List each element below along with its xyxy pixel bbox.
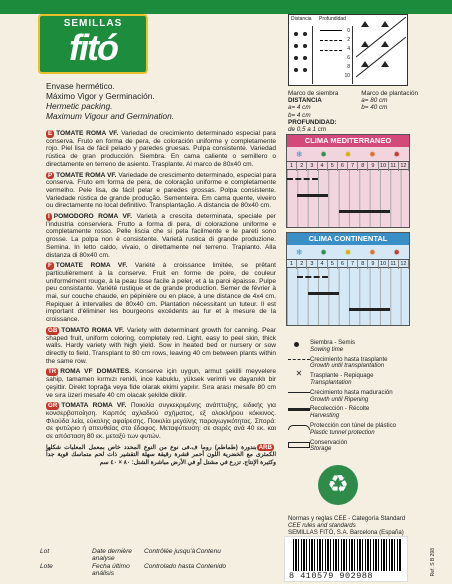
sowing-frame-title: Marco de siembra — [288, 90, 339, 97]
desc-gr: GR TOMATA ROMA VF. Ποικιλία συγκεκριμένης ανάπτυξης, ειδικής για κονσερβοποίηση. Καρπός αχλαδιού σχήματος, εξ ολοκλήρου κόκκινος. Φλούδα λεία, εύκολης αφαίρεσης. Ποικιλία μεγάλης παραγωγικότητας. Σπορά: σε φυτώριο ή απευθείας στο έδαφος. Μεταφύτευση: σε σειρές ανά 40 εκ. και σε απόσταση 80 εκ. μεταξύ των φυτών. — [46, 402, 276, 441]
calendar-bar — [297, 194, 328, 197]
diagram-col1: Distancia — [291, 16, 312, 22]
calendar-bar — [308, 292, 339, 295]
legend-item: Protección con túnel de plástico Plastic tunnel protection — [288, 423, 428, 437]
sun-icon: ✹ — [344, 149, 352, 159]
climate-calendar — [287, 268, 409, 325]
distance-label: DISTANCIA — [288, 97, 322, 105]
distance-b: b= 4 cm — [288, 111, 311, 119]
brand-top: SEMILLAS — [63, 18, 123, 29]
lot-row-es: Lote Fecha último análisis Controlado hasta Contenido — [40, 563, 227, 577]
planting-a: a= 80 cm — [361, 97, 388, 105]
legend-item: Recolección - Récolte Harvesting — [288, 406, 428, 420]
reference: Ref. S B 298 — [430, 548, 436, 577]
calendar-bar — [287, 178, 318, 180]
sun-icon: ✹ — [320, 149, 327, 159]
planting-frame-title: Marco de plantación — [361, 90, 418, 97]
depth-scale: 0 2 4 6 8 10 — [317, 26, 353, 84]
sowing-diagram — [288, 14, 408, 86]
sun-icon: ✹ — [320, 247, 327, 257]
sun-icon: ✹ — [393, 149, 401, 159]
sun-icon: ✹ — [344, 247, 352, 257]
calendar-bar — [349, 308, 390, 311]
packing-info — [46, 81, 276, 121]
sowing-dots — [291, 26, 313, 84]
desc-pt: P TOMATE ROMA VF. Variedade de crescimento determinado, especial para conserva. Fruto em forma de pera, de coloração uniforme e completamente vermelho. Pele lisa, de fácil pelar e paredes grossas. Polpa consistente. Variedade rústica de grande produção. Sementeira. Em cama quente, viveiro ou directamente no local definitivo. Transplantação. A distancia de 80x40 cm. — [46, 171, 276, 210]
barcode — [284, 536, 408, 582]
packing-es-1: Envase hermético. — [46, 81, 115, 91]
depth-value: de 0,5 a 1 cm — [288, 126, 327, 134]
snow-icon: ❄ — [295, 149, 303, 159]
calendar-bar — [339, 210, 391, 213]
desc-gb: GB TOMATO ROMA VF. Variety with determinant growth for canning. Pear shaped fruit, uniform coloring, completely red. Light, easy to peel skin, thick walls. Hardy variety with high yield. Sow in heated bed or nursery or sow directly to field. Transplant to 80 cm rows, leaving 40 cm between plants within the same row. — [46, 326, 276, 365]
lot-table — [40, 548, 250, 578]
legend-item: Crecimiento hasta trasplante Growth until transplantation — [288, 357, 428, 371]
packing-es-2: Máximo Vigor y Germinación. — [46, 91, 155, 101]
planting-b: b= 40 cm — [361, 104, 388, 112]
top-band — [0, 0, 452, 14]
legend-item: Siembra - Semis Sowing time — [288, 340, 428, 354]
desc-ar: ARBبندورة (طماطم) روما ف.فى نوع من النوع المحدد خاص بمعمل المعلبات شكلها الكمثرى مع الخضرية اللون أحمر قشرة رقيقة سهلة التقشير ذات لحم متماسك قوية جداً وكثيرة الإنتاج. تزرع في مشتل أو في الأرض مباشرة الشتل: ٨٠ × ٤٠ سم — [46, 443, 276, 467]
diagram-col2: Profundidad — [319, 16, 346, 22]
barcode-number: 8 410579 902988 — [289, 571, 374, 581]
months-row: 1 2 3 4 5 6 7 8 9 10 11 12 — [287, 259, 409, 268]
months-row: 1 2 3 4 5 6 7 8 9 10 11 12 — [287, 161, 409, 170]
climate-mediterranean — [286, 134, 410, 228]
snow-icon: ❄ — [295, 247, 303, 257]
legend-item: ✕ Trasplante - Repiquage Transplantation — [295, 369, 374, 386]
sun-icon: ✹ — [369, 247, 376, 257]
sun-icon: ✹ — [369, 149, 376, 159]
sowing-info — [288, 90, 418, 133]
plant-spacing-icon — [356, 17, 406, 84]
climate-calendar — [287, 170, 409, 227]
legend — [288, 340, 428, 456]
legend-item: Crecimiento hasta maduración Growth until Ripening — [288, 390, 428, 404]
brand-name: fitó — [69, 27, 117, 68]
desc-it: I POMODORO ROMA VF. Varietà a crescita determinata, speciale per l'industria conserviera. Frutto a forma di pera, di colorazione uniforme e completamente rosso. Pelle liscia che si pela facilmente e le pareti sono grosse. La polpa non è consistente. Varietà rustica di grande produzione. Semina. In letto caldo, vivaio, o direttamente nel terreno. Trapianto. Alla distanza di 80x40 cm. — [46, 213, 276, 259]
climate-title: CLIMA MEDITERRANEO — [287, 135, 409, 147]
packing-en-2: Maximum Vigour and Germination. — [46, 111, 175, 121]
depth-label: PROFUNDIDAD: — [288, 118, 337, 126]
recycle-icon: ♻ — [318, 465, 358, 505]
desc-es: E TOMATE ROMA VF. Variedad de crecimiento determinado especial para conserva. Fruto en forma de pera, de coloración uniforme y completamente rojo. Piel lisa de fácil pelado y paredes gruesas. Pulpa consistente. Variedad rústica de gran producción. Siembra. En cama caliente o semillero o directamente en terreno de asiento. Trasplante. Al marco de 80x40 cm. — [46, 130, 276, 168]
norms: Normas y reglas CEE - Categoría Standard CEE rules and standards SEMILLAS FITÓ, S.A. Barcelona (España) — [288, 515, 406, 536]
climate-icons — [287, 147, 409, 161]
calendar-bar — [297, 276, 328, 278]
legend-item: Conservación Storage — [288, 440, 428, 454]
climate-title: CLIMA CONTINENTAL — [287, 233, 409, 245]
distance-a: a= 4 cm — [288, 104, 311, 112]
barcode-bars — [293, 539, 401, 571]
packing-en-1: Hermetic packing. — [46, 101, 113, 111]
brand-logo — [38, 14, 148, 74]
desc-fr: F TOMATE ROMA VF. Variété à croissance limitée, se prêtant particulièrement à la conserve. Fruit en forme de poire, de couleur uniformément rouge, à la peau lisse facile à peler, et à la paroi épaisse. Pulpe peu consistante. Variété rustique et de grande production. Semer de février à mai, sur couche chaude, en pépinière ou en place, à une distance de 4x4 cm. Repiquer à intervalles de 80x40 cm. Plantation nécessitant un tuteur. Il est important d'éliminer les bourgeons excédents au fur et à mesure de la croissance. — [46, 262, 276, 324]
climate-continental — [286, 232, 410, 326]
lot-row-fr: Lot Date dernière analyse Contrôlée jusqu'à Contenu — [40, 548, 221, 562]
sun-icon: ✹ — [393, 247, 401, 257]
climate-icons — [287, 245, 409, 259]
descriptions — [46, 130, 276, 471]
desc-tr: TR ROMA VF DOMATES. Konserve için uygun, armut şekilli meyvelere sahip, tamamen kırmızı renkli, ince kabuklu, yüksek verimli ve dayanıklı bir çeşittir. Direkt toprağa veya fide olarak ekimi yapılır. Sıra arası mesafe 80 cm ve sıra üzeri mesafe 40 cm olacak şekilde dikilir. — [46, 368, 276, 399]
